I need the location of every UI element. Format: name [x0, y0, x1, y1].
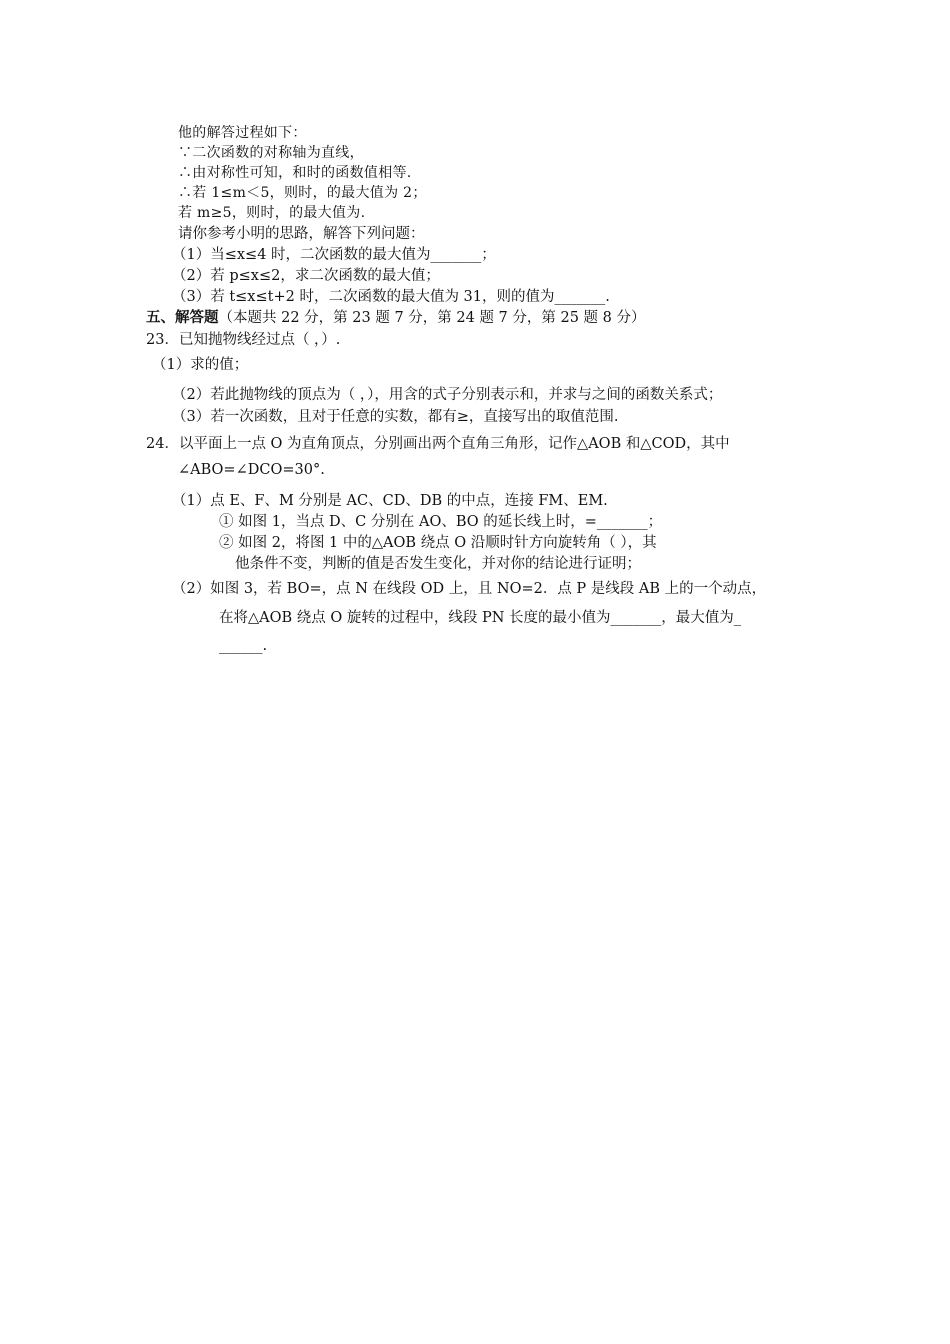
section-title: 五、解答题 — [146, 309, 219, 326]
question-23-part-2: （2）若此抛物线的顶点为（ ，），用含的式子分别表示和，并求与之间的函数关系式； — [172, 387, 723, 403]
question-24-stem: 24．以平面上一点 O 为直角顶点，分别画出两个直角三角形，记作△AOB 和△COD，其中 — [146, 436, 730, 452]
section-header — [146, 308, 646, 328]
question-24-part-1-sub-1: ① 如图 1，当点 D、C 分别在 AO、BO 的延长线上时，=_______； — [219, 514, 663, 530]
question-22-part-3: （3）若 t≤x≤t+2 时，二次函数的最大值为 31，则的值为_______. — [172, 289, 610, 305]
question-23-stem: 23．已知抛物线经过点（ ，）. — [146, 332, 341, 348]
question-24-part-2-cont: 在将△AOB 绕点 O 旋转的过程中，线段 PN 长度的最小值为_______，最大值为_ — [219, 610, 742, 626]
question-24-part-1: （1）点 E、F、M 分别是 AC、CD、DB 的中点，连接 FM、EM. — [172, 493, 608, 509]
solution-line-symmetry: ∴由对称性可知，和时的函数值相等. — [178, 165, 412, 181]
question-23-part-3: （3）若一次函数，且对于任意的实数，都有≥，直接写出的取值范围. — [172, 409, 619, 425]
solution-line-axis: ∵二次函数的对称轴为直线， — [178, 145, 364, 161]
question-24-part-1-sub-2: ② 如图 2，将图 1 中的△AOB 绕点 O 沿顺时针方向旋转角（ ），其 — [219, 535, 657, 551]
question-24-part-2-cont-2: ______. — [219, 638, 268, 654]
question-24-part-1-sub-2-cont: 他条件不变，判断的值是否发生变化，并对你的结论进行证明； — [235, 556, 641, 572]
solution-intro: 他的解答过程如下： — [178, 125, 307, 141]
question-22-part-2: （2）若 p≤x≤2，求二次函数的最大值； — [172, 268, 440, 284]
question-24-stem-cont: ∠ABO=∠DCO=30°. — [178, 462, 325, 478]
question-24-part-2: （2）如图 3，若 BO=，点 N 在线段 OD 上，且 NO=2．点 P 是线段 AB 上的一个动点， — [172, 581, 767, 597]
question-23-part-1: （1）求的值； — [152, 357, 249, 373]
solution-line-case1: ∴若 1≤m＜5，则时，的最大值为 2； — [178, 185, 427, 201]
instruction-line: 请你参考小明的思路，解答下列问题： — [178, 226, 425, 242]
question-22-part-1: （1）当≤x≤4 时，二次函数的最大值为_______； — [172, 247, 496, 263]
section-scoring: （本题共 22 分，第 23 题 7 分，第 24 题 7 分，第 25 题 8 分） — [218, 310, 646, 326]
solution-line-case2: 若 m≥5，则时，的最大值为. — [178, 205, 366, 221]
